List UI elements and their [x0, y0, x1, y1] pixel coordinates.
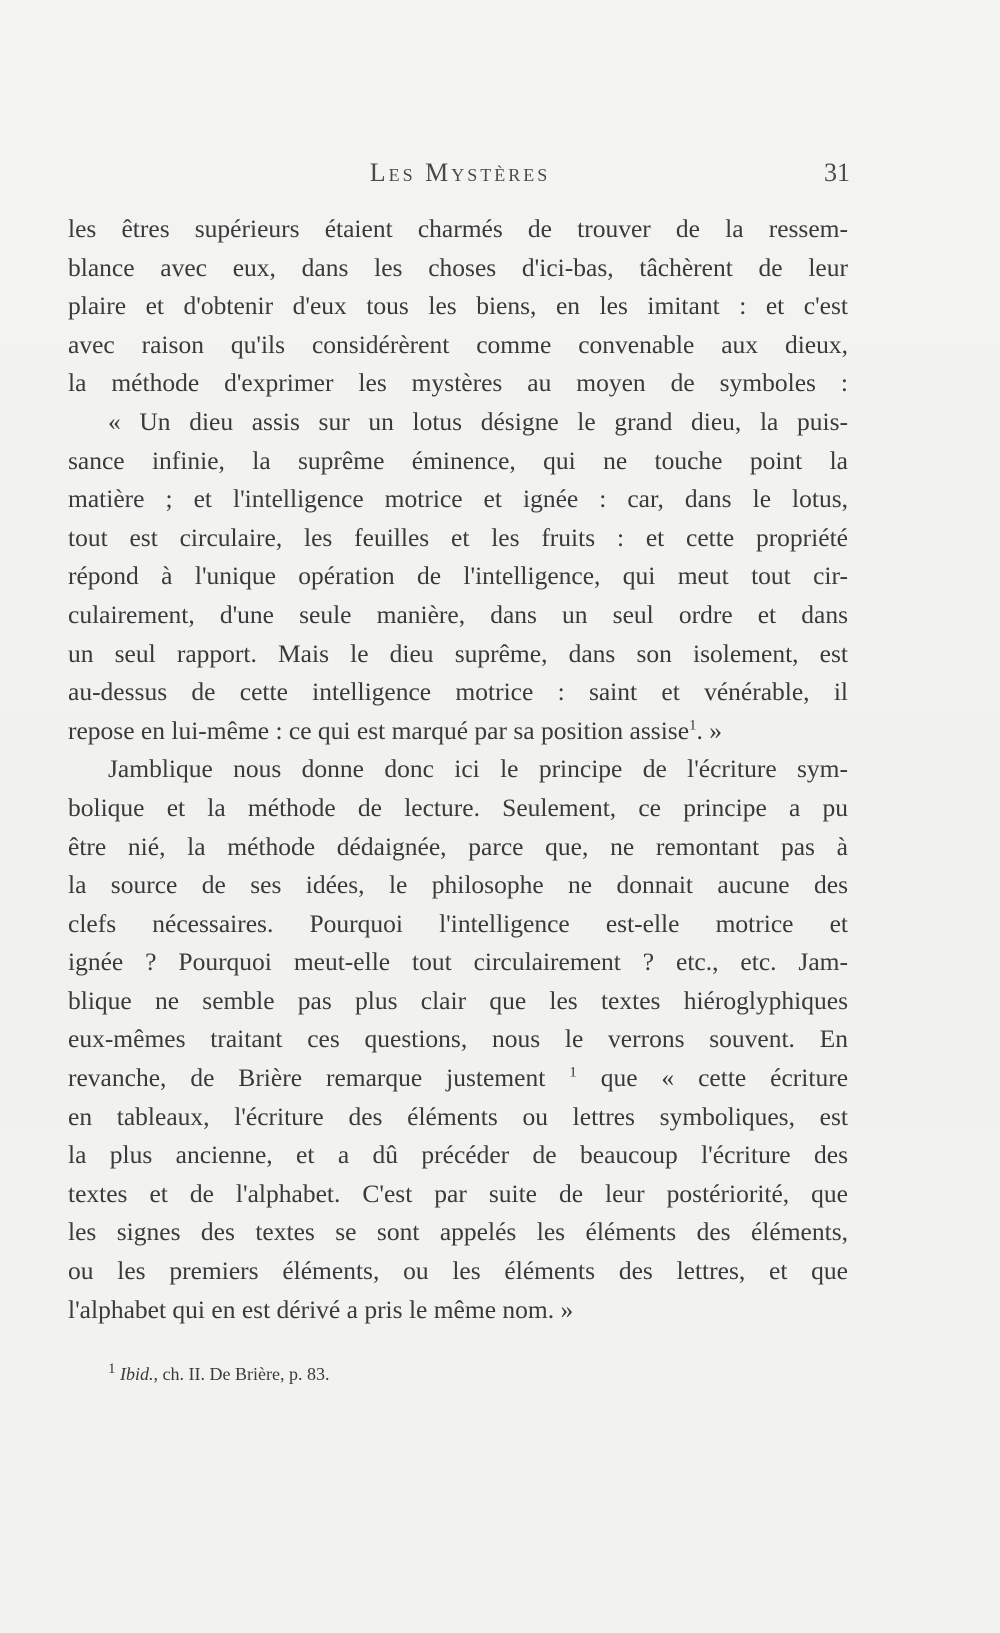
text-line: l'alphabet qui en est dérivé a pris le même nom. » — [68, 1294, 574, 1324]
text-line: répond à l'unique opération de l'intelligence, qui meut tout cir- — [68, 561, 848, 591]
footnote-text: , ch. II. De Brière, p. 83. — [153, 1364, 330, 1384]
body-text — [68, 210, 848, 1329]
text-line: matière ; et l'intelligence motrice et ignée : car, dans le lotus, — [68, 484, 848, 514]
text-line: en tableaux, l'écriture des éléments ou lettres symboliques, est — [68, 1101, 848, 1131]
footnote-ref: 1 — [689, 717, 697, 734]
text-line: les signes des textes se sont appelés les éléments des éléments, — [68, 1217, 848, 1247]
text-line-tail: que « cette écriture — [600, 1063, 848, 1093]
running-head — [70, 150, 850, 190]
text-line: tout est circulaire, les feuilles et les fruits : et cette propriété — [68, 522, 848, 552]
text-line: blance avec eux, dans les choses d'ici-bas, tâchèrent de leur — [68, 252, 848, 282]
footnote-mark: 1 — [108, 1361, 116, 1377]
text-line: la plus ancienne, et a dû précéder de beaucoup l'écriture des — [68, 1140, 848, 1170]
footnote — [108, 1362, 848, 1386]
text-line — [68, 712, 848, 751]
text-line: la source de ses idées, le philosophe ne donnait aucune des — [68, 870, 848, 900]
text-line-main: repose en lui-même : ce qui est marqué par sa position assise — [68, 715, 690, 745]
text-line: blique ne semble pas plus clair que les textes hiéroglyphiques — [68, 985, 848, 1015]
text-line: un seul rapport. Mais le dieu suprême, dans son isolement, est — [68, 638, 848, 668]
text-line: culairement, d'une seule manière, dans un seul ordre et dans — [68, 599, 848, 629]
text-line: au-dessus de cette intelligence motrice : saint et vénérable, il — [68, 677, 848, 707]
text-line: être nié, la méthode dédaignée, parce que, ne remontant pas à — [68, 831, 848, 861]
text-line: Jamblique nous donne donc ici le principe de l'écriture sym- — [108, 754, 848, 784]
text-line: bolique et la méthode de lecture. Seulement, ce principe a pu — [68, 792, 848, 822]
page-number: 31 — [824, 158, 850, 187]
text-line: eux-mêmes traitant ces questions, nous le verrons souvent. En — [68, 1024, 848, 1054]
text-line: plaire et d'obtenir d'eux tous les biens, en les imitant : et c'est — [68, 291, 848, 321]
text-line: sance infinie, la suprême éminence, qui ne touche point la — [68, 445, 848, 475]
running-title: Les Mystères — [369, 158, 551, 187]
text-line-main: revanche, de Brière remarque justement — [68, 1063, 546, 1093]
text-line: textes et de l'alphabet. C'est par suite de leur postériorité, que — [68, 1178, 848, 1208]
footnote-ibid: Ibid. — [120, 1364, 154, 1384]
text-line: la méthode d'exprimer les mystères au moyen de symboles : — [68, 368, 848, 398]
text-line: les êtres supérieurs étaient charmés de trouver de la ressem- — [68, 214, 848, 243]
text-line: ou les premiers éléments, ou les éléments des lettres, et que — [68, 1256, 848, 1286]
footnote-ref: 1 — [569, 1064, 577, 1081]
text-line: clefs nécessaires. Pourquoi l'intelligence est-elle motrice et — [68, 908, 848, 938]
text-line: avec raison qu'ils considérèrent comme convenable aux dieux, — [68, 329, 848, 359]
text-line: ignée ? Pourquoi meut-elle tout circulairement ? etc., etc. Jam- — [68, 947, 848, 977]
text-line: « Un dieu assis sur un lotus désigne le grand dieu, la puis- — [108, 406, 848, 436]
text-line-tail: . » — [696, 715, 723, 745]
text-line — [68, 1059, 848, 1098]
